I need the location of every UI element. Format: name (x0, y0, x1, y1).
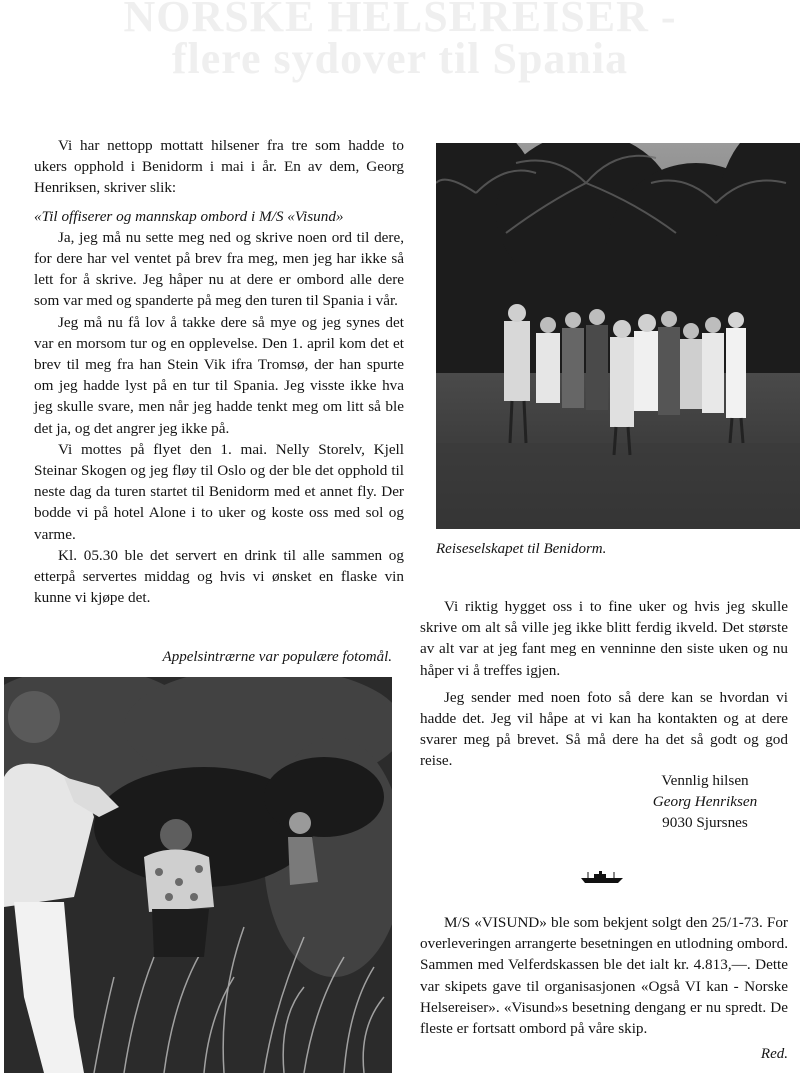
title-line-2: flere sydover til Spania (171, 34, 629, 83)
editorial-byline: Red. (760, 1046, 788, 1062)
group-photo-caption: Reiseselskapet til Benidorm. (436, 541, 607, 557)
ship-icon (580, 870, 624, 884)
signature-address: 9030 Sjursnes (662, 814, 748, 831)
title-line-1: NORSKE HELSEREISER - (123, 0, 677, 41)
orange-photo (4, 677, 392, 1073)
letter-paragraph-1: Ja, jeg må nu sette meg ned og skrive noen ord til dere, for dere har vel ventet på brev fra meg, men jeg har ikke så lett for å skrive. Jeg håper nu at dere er ombord alle dere som var med og spanderte på meg den turen til Spania i vår. (34, 228, 404, 310)
letter-paragraph-4: Kl. 05.30 ble det servert en drink til alle sammen og etterpå servertes middag og hvis vi ønsket en flaske vin kunne vi kjøpe det. (34, 546, 404, 607)
letter-paragraph-5: Vi riktig hygget oss i to fine uker og hvis jeg skulle skrive om alt så ville jeg ikke blitt ferdig ikveld. Det største av alt var at jeg fant meg en venninne den siste uken og nu håper vi å treffes igjen. (420, 598, 788, 679)
intro-paragraph: Vi har nettopp mottatt hilsener fra tre som hadde to ukers opphold i Benidorm i mai i år. En av dem, Georg Henriksen, skriver slik: (34, 137, 404, 197)
letter-paragraph-3: Vi mottes på flyet den 1. mai. Nelly Storelv, Kjell Steinar Skogen og jeg fløy til Oslo og der ble det opphold til neste dag da turen startet til Benidorm med et annet fly. Der bodde vi på hotel Alone i to uker og koste oss med sol og varme. (34, 440, 404, 543)
editorial-note (420, 912, 788, 1039)
left-column (34, 135, 404, 608)
page-title (0, 0, 800, 83)
letter-paragraph-6: Jeg sender med noen foto så dere kan se hvordan vi hadde det. Jeg vil håpe at vi kan ha kontakten og at dere svarer meg på brevet. Så må dere ha det så godt og god reise. (420, 688, 788, 770)
right-column (420, 596, 788, 772)
signature-closing: Vennlig hilsen (661, 772, 749, 789)
group-photo-image (436, 143, 800, 529)
orange-photo-image (4, 677, 392, 1073)
letter-paragraph-2: Jeg må nu få lov å takke dere så mye og jeg synes det var en morsom tur og en opplevelse. Den 1. april kom det et brev til meg fra han Stein Vik ifra Tromsø, der han spurte om jeg hadde lyst på en tur til Spania. Jeg visste ikke hva jeg skulle svare, men når jeg hadde tenkt meg om litt så ble det ja, og det angrer jeg ikke på. (34, 313, 404, 437)
signature-name: Georg Henriksen (652, 793, 758, 810)
editorial-text: M/S «VISUND» ble som bekjent solgt den 25/1-73. For overleveringen arrangerte besetningen en utlodning ombord. Sammen med Velferdskassen ble det ialt kr. 4.813,—. Dette var skipets gave til organisasjonen «Også VI kan - Norske Helsereiser». «Visund»s besetning dengang er nu spredt. De fleste er fortsatt ombord på våre skip. (420, 914, 788, 1038)
letter-salutation: «Til offiserer og mannskap ombord i M/S «Visund» (34, 207, 344, 225)
letter-signature (620, 770, 790, 833)
group-photo (436, 143, 800, 529)
orange-photo-caption: Appelsintrærne var populære fotomål. (162, 649, 392, 665)
